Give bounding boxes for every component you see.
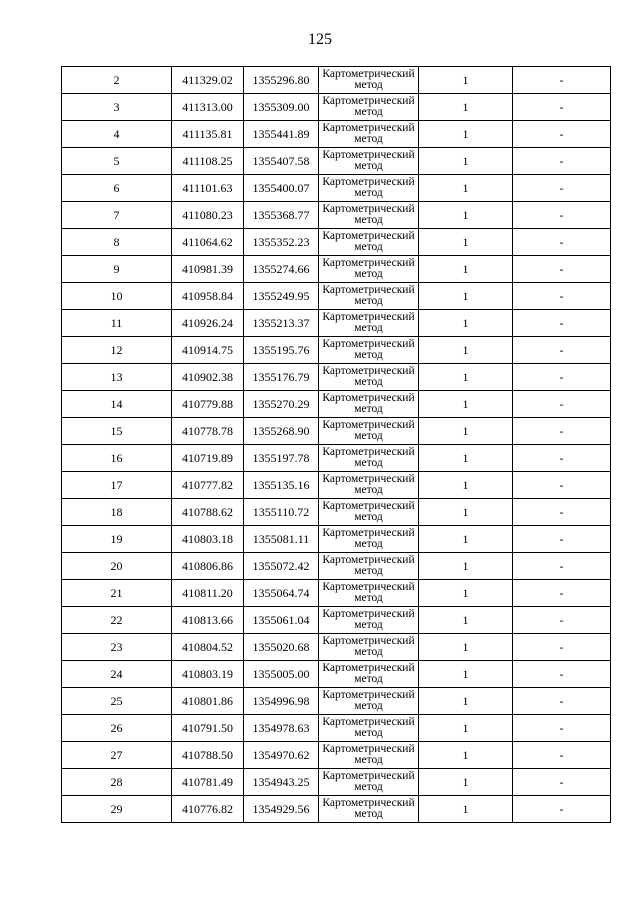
point-number-cell: 22 (62, 607, 172, 634)
table-row (62, 337, 611, 364)
x-coordinate-cell: 410958.84 (172, 283, 244, 310)
point-number-cell: 16 (62, 445, 172, 472)
y-coordinate-cell: 1354978.63 (244, 715, 319, 742)
x-coordinate-cell: 410981.39 (172, 256, 244, 283)
note-cell: - (513, 310, 611, 337)
method-cell: Картометрический метод (319, 175, 419, 202)
table-row (62, 472, 611, 499)
coordinates-table (61, 66, 611, 823)
table-row (62, 256, 611, 283)
method-cell: Картометрический метод (319, 310, 419, 337)
y-coordinate-cell: 1355064.74 (244, 580, 319, 607)
x-coordinate-cell: 410791.50 (172, 715, 244, 742)
note-cell: - (513, 283, 611, 310)
y-coordinate-cell: 1354929.56 (244, 796, 319, 823)
table-row (62, 391, 611, 418)
note-cell: - (513, 472, 611, 499)
accuracy-cell: 1 (419, 526, 513, 553)
point-number-cell: 25 (62, 688, 172, 715)
table-row (62, 661, 611, 688)
table-row (62, 67, 611, 94)
x-coordinate-cell: 411329.02 (172, 67, 244, 94)
accuracy-cell: 1 (419, 607, 513, 634)
accuracy-cell: 1 (419, 310, 513, 337)
accuracy-cell: 1 (419, 742, 513, 769)
accuracy-cell: 1 (419, 67, 513, 94)
point-number-cell: 5 (62, 148, 172, 175)
accuracy-cell: 1 (419, 472, 513, 499)
x-coordinate-cell: 410779.88 (172, 391, 244, 418)
x-coordinate-cell: 410914.75 (172, 337, 244, 364)
point-number-cell: 2 (62, 67, 172, 94)
table-row (62, 553, 611, 580)
x-coordinate-cell: 410806.86 (172, 553, 244, 580)
y-coordinate-cell: 1354943.25 (244, 769, 319, 796)
point-number-cell: 18 (62, 499, 172, 526)
point-number-cell: 11 (62, 310, 172, 337)
coordinates-table-body (62, 67, 611, 823)
method-cell: Картометрический метод (319, 391, 419, 418)
table-row (62, 310, 611, 337)
method-cell: Картометрический метод (319, 499, 419, 526)
point-number-cell: 20 (62, 553, 172, 580)
y-coordinate-cell: 1355197.78 (244, 445, 319, 472)
y-coordinate-cell: 1355135.16 (244, 472, 319, 499)
y-coordinate-cell: 1355400.07 (244, 175, 319, 202)
accuracy-cell: 1 (419, 229, 513, 256)
note-cell: - (513, 175, 611, 202)
x-coordinate-cell: 410926.24 (172, 310, 244, 337)
accuracy-cell: 1 (419, 202, 513, 229)
y-coordinate-cell: 1355213.37 (244, 310, 319, 337)
accuracy-cell: 1 (419, 391, 513, 418)
x-coordinate-cell: 410801.86 (172, 688, 244, 715)
note-cell: - (513, 688, 611, 715)
method-cell: Картометрический метод (319, 472, 419, 499)
method-cell: Картометрический метод (319, 607, 419, 634)
table-row (62, 796, 611, 823)
accuracy-cell: 1 (419, 553, 513, 580)
x-coordinate-cell: 410804.52 (172, 634, 244, 661)
x-coordinate-cell: 411101.63 (172, 175, 244, 202)
point-number-cell: 23 (62, 634, 172, 661)
point-number-cell: 29 (62, 796, 172, 823)
note-cell: - (513, 769, 611, 796)
accuracy-cell: 1 (419, 580, 513, 607)
point-number-cell: 10 (62, 283, 172, 310)
accuracy-cell: 1 (419, 283, 513, 310)
accuracy-cell: 1 (419, 94, 513, 121)
method-cell: Картометрический метод (319, 742, 419, 769)
table-row (62, 634, 611, 661)
table-row (62, 148, 611, 175)
y-coordinate-cell: 1355005.00 (244, 661, 319, 688)
table-row (62, 94, 611, 121)
method-cell: Картометрический метод (319, 553, 419, 580)
note-cell: - (513, 148, 611, 175)
accuracy-cell: 1 (419, 175, 513, 202)
method-cell: Картометрический метод (319, 688, 419, 715)
method-cell: Картометрический метод (319, 148, 419, 175)
accuracy-cell: 1 (419, 418, 513, 445)
accuracy-cell: 1 (419, 445, 513, 472)
point-number-cell: 14 (62, 391, 172, 418)
x-coordinate-cell: 410803.18 (172, 526, 244, 553)
note-cell: - (513, 607, 611, 634)
y-coordinate-cell: 1355296.80 (244, 67, 319, 94)
note-cell: - (513, 553, 611, 580)
y-coordinate-cell: 1355441.89 (244, 121, 319, 148)
point-number-cell: 15 (62, 418, 172, 445)
accuracy-cell: 1 (419, 364, 513, 391)
point-number-cell: 3 (62, 94, 172, 121)
table-row (62, 499, 611, 526)
note-cell: - (513, 499, 611, 526)
note-cell: - (513, 445, 611, 472)
y-coordinate-cell: 1355110.72 (244, 499, 319, 526)
note-cell: - (513, 715, 611, 742)
table-row (62, 715, 611, 742)
method-cell: Картометрический метод (319, 202, 419, 229)
x-coordinate-cell: 410777.82 (172, 472, 244, 499)
point-number-cell: 4 (62, 121, 172, 148)
x-coordinate-cell: 411313.00 (172, 94, 244, 121)
point-number-cell: 9 (62, 256, 172, 283)
method-cell: Картометрический метод (319, 94, 419, 121)
note-cell: - (513, 229, 611, 256)
accuracy-cell: 1 (419, 634, 513, 661)
method-cell: Картометрический метод (319, 580, 419, 607)
table-row (62, 688, 611, 715)
table-row (62, 175, 611, 202)
method-cell: Картометрический метод (319, 67, 419, 94)
y-coordinate-cell: 1355352.23 (244, 229, 319, 256)
note-cell: - (513, 796, 611, 823)
note-cell: - (513, 634, 611, 661)
note-cell: - (513, 364, 611, 391)
note-cell: - (513, 742, 611, 769)
page-number: 125 (308, 31, 332, 48)
note-cell: - (513, 391, 611, 418)
y-coordinate-cell: 1354996.98 (244, 688, 319, 715)
accuracy-cell: 1 (419, 715, 513, 742)
x-coordinate-cell: 411135.81 (172, 121, 244, 148)
accuracy-cell: 1 (419, 796, 513, 823)
point-number-cell: 6 (62, 175, 172, 202)
point-number-cell: 7 (62, 202, 172, 229)
note-cell: - (513, 526, 611, 553)
accuracy-cell: 1 (419, 337, 513, 364)
x-coordinate-cell: 411080.23 (172, 202, 244, 229)
x-coordinate-cell: 410803.19 (172, 661, 244, 688)
point-number-cell: 27 (62, 742, 172, 769)
table-row (62, 769, 611, 796)
x-coordinate-cell: 411064.62 (172, 229, 244, 256)
x-coordinate-cell: 410719.89 (172, 445, 244, 472)
method-cell: Картометрический метод (319, 634, 419, 661)
note-cell: - (513, 94, 611, 121)
method-cell: Картометрический метод (319, 526, 419, 553)
note-cell: - (513, 580, 611, 607)
accuracy-cell: 1 (419, 256, 513, 283)
accuracy-cell: 1 (419, 121, 513, 148)
x-coordinate-cell: 410788.62 (172, 499, 244, 526)
method-cell: Картометрический метод (319, 418, 419, 445)
point-number-cell: 28 (62, 769, 172, 796)
table-row (62, 526, 611, 553)
y-coordinate-cell: 1355072.42 (244, 553, 319, 580)
accuracy-cell: 1 (419, 769, 513, 796)
method-cell: Картометрический метод (319, 121, 419, 148)
point-number-cell: 13 (62, 364, 172, 391)
y-coordinate-cell: 1355368.77 (244, 202, 319, 229)
point-number-cell: 17 (62, 472, 172, 499)
note-cell: - (513, 202, 611, 229)
y-coordinate-cell: 1355020.68 (244, 634, 319, 661)
y-coordinate-cell: 1355274.66 (244, 256, 319, 283)
x-coordinate-cell: 410788.50 (172, 742, 244, 769)
point-number-cell: 19 (62, 526, 172, 553)
y-coordinate-cell: 1355249.95 (244, 283, 319, 310)
accuracy-cell: 1 (419, 148, 513, 175)
table-row (62, 418, 611, 445)
x-coordinate-cell: 410811.20 (172, 580, 244, 607)
table-row (62, 229, 611, 256)
accuracy-cell: 1 (419, 661, 513, 688)
table-row (62, 364, 611, 391)
y-coordinate-cell: 1355270.29 (244, 391, 319, 418)
point-number-cell: 26 (62, 715, 172, 742)
method-cell: Картометрический метод (319, 445, 419, 472)
note-cell: - (513, 121, 611, 148)
table-row (62, 121, 611, 148)
table-row (62, 580, 611, 607)
y-coordinate-cell: 1355268.90 (244, 418, 319, 445)
y-coordinate-cell: 1355081.11 (244, 526, 319, 553)
note-cell: - (513, 661, 611, 688)
x-coordinate-cell: 410813.66 (172, 607, 244, 634)
method-cell: Картометрический метод (319, 256, 419, 283)
note-cell: - (513, 67, 611, 94)
method-cell: Картометрический метод (319, 796, 419, 823)
point-number-cell: 8 (62, 229, 172, 256)
y-coordinate-cell: 1355061.04 (244, 607, 319, 634)
x-coordinate-cell: 410902.38 (172, 364, 244, 391)
method-cell: Картометрический метод (319, 715, 419, 742)
x-coordinate-cell: 410781.49 (172, 769, 244, 796)
point-number-cell: 24 (62, 661, 172, 688)
method-cell: Картометрический метод (319, 661, 419, 688)
y-coordinate-cell: 1355309.00 (244, 94, 319, 121)
point-number-cell: 12 (62, 337, 172, 364)
note-cell: - (513, 256, 611, 283)
point-number-cell: 21 (62, 580, 172, 607)
note-cell: - (513, 418, 611, 445)
method-cell: Картометрический метод (319, 229, 419, 256)
x-coordinate-cell: 411108.25 (172, 148, 244, 175)
x-coordinate-cell: 410776.82 (172, 796, 244, 823)
table-row (62, 202, 611, 229)
accuracy-cell: 1 (419, 688, 513, 715)
method-cell: Картометрический метод (319, 283, 419, 310)
table-row (62, 607, 611, 634)
table-row (62, 742, 611, 769)
x-coordinate-cell: 410778.78 (172, 418, 244, 445)
table-row (62, 283, 611, 310)
y-coordinate-cell: 1355195.76 (244, 337, 319, 364)
y-coordinate-cell: 1355407.58 (244, 148, 319, 175)
method-cell: Картометрический метод (319, 769, 419, 796)
table-row (62, 445, 611, 472)
accuracy-cell: 1 (419, 499, 513, 526)
y-coordinate-cell: 1354970.62 (244, 742, 319, 769)
method-cell: Картометрический метод (319, 364, 419, 391)
method-cell: Картометрический метод (319, 337, 419, 364)
note-cell: - (513, 337, 611, 364)
y-coordinate-cell: 1355176.79 (244, 364, 319, 391)
